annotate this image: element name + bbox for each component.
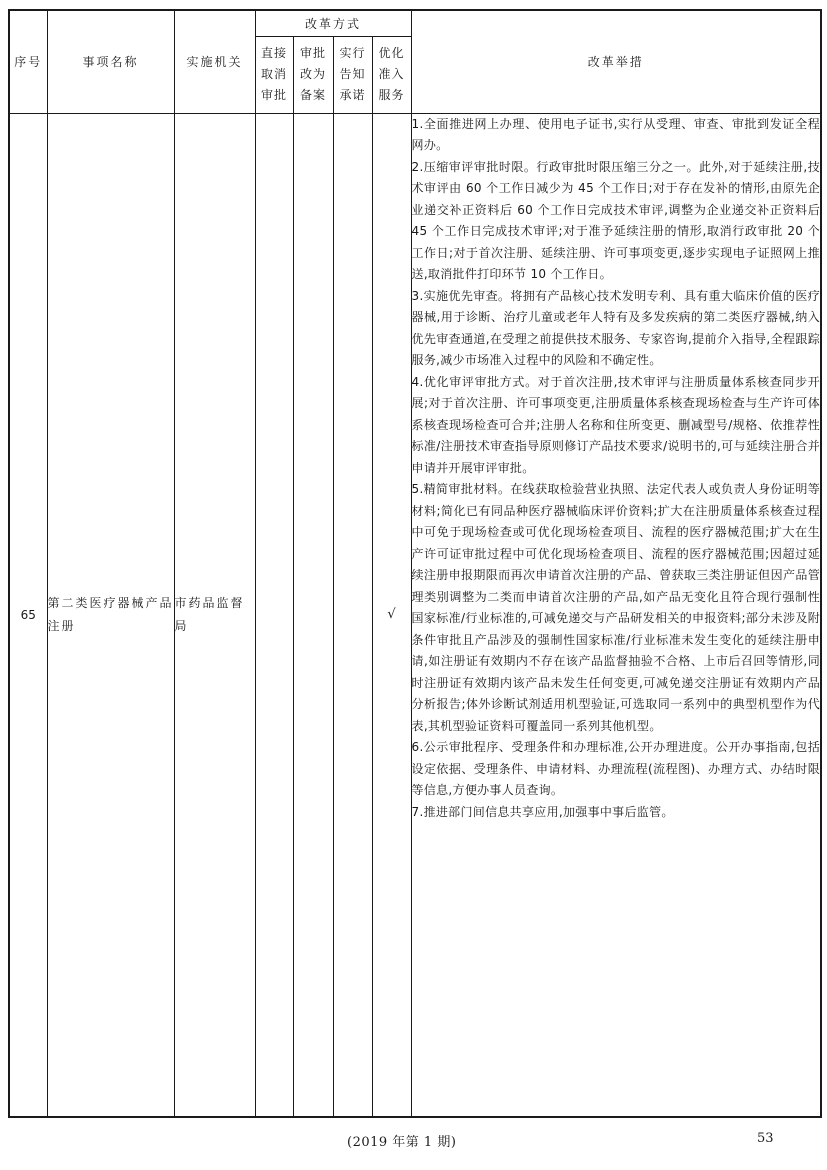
header-measures: 改革举措 [411, 10, 821, 113]
row-measures [411, 113, 821, 1117]
row-mode-direct-cancel [255, 113, 293, 1117]
header-mode-notification-commitment [333, 36, 372, 113]
header-mode-text: 实行 [339, 46, 366, 60]
measure-item: 3.实施优先审查。将拥有产品核心技术发明专利、具有重大临床价值的医疗器械,用于诊断、治疗儿童或老年人特有及多发疾病的第二类医疗器械,纳入优先审查通道,在受理之前提供技术服务、专家咨询,提前介入指导,全程跟踪服务,减少市场准入过程中的风险和不确定性。 [411, 288, 821, 367]
header-mode-optimize-access [372, 36, 411, 113]
measure-item: 5.精简审批材料。在线获取检验营业执照、法定代表人或负责人身份证明等材料;简化已有同品种医疗器械临床评价资料;扩大在注册质量体系核查过程中可免于现场检查或可优化现场检查项目、流程的医疗器械范围;扩大在生产许可证审批过程中可优化现场检查项目、流程的医疗器械范围;因超过延续注册申报期限而再次申请首次注册的产品、曾获取三类注册证但因产品管理类别调整为二类而申请首次注册的产品,如产品无变化且符合现行强制性国家标准/行业标准的,可减免递交与产品研发相关的申报资料;部分未涉及附条件审批且产品涉及的强制性国家标准/行业标准未发生变化的延续注册申请,如注册证有效期内不存在该产品监督抽验不合格、上市后召回等情形,同时注册证有效期内该产品未发生任何变更,可减免递交注册证有效期内产品分析报告;体外诊断试剂适用机型验证,可选取同一系列中的典型机型作为代表,其机型验证资料可覆盖同一系列其他机型。 [411, 482, 821, 733]
reform-table [8, 9, 822, 1118]
header-mode-text: 备案 [299, 88, 326, 102]
measure-item: 6.公示审批程序、受理条件和办理标准,公开办理进度。公开办事指南,包括设定依据、受理条件、申请材料、办理流程(流程图)、办理方式、办结时限等信息,方便办事人员查询。 [411, 740, 821, 797]
header-mode-direct-cancel [255, 36, 293, 113]
header-agency: 实施机关 [174, 10, 255, 113]
row-mode-notification-commitment [333, 113, 372, 1117]
measure-item: 4.优化审评审批方式。对于首次注册,技术审评与注册质量体系核查同步开展;对于首次注册、许可事项变更,注册质量体系核查现场检查与生产许可体系核查现场检查可合并;注册人名称和住所变更、删减型号/规格、依推荐性标准/注册技术审查指导原则修订产品技术要求/说明书的,可与延续注册合并申请并开展审评审批。 [411, 374, 821, 475]
header-mode-text: 审批 [260, 88, 287, 102]
measure-item: 1.全面推进网上办理、使用电子证书,实行从受理、审查、审批到发证全程网办。 [411, 116, 821, 152]
header-mode-text: 准入 [378, 67, 405, 81]
row-mode-optimize-access-checkmark: √ [372, 113, 411, 1117]
page-number: 53 [757, 1131, 774, 1146]
header-mode-text: 直接 [260, 46, 287, 60]
header-mode-text: 承诺 [339, 88, 366, 102]
header-mode-text: 告知 [339, 67, 366, 81]
header-mode-text: 审批 [299, 46, 326, 60]
header-reform-mode: 改革方式 [255, 10, 411, 36]
issue-label: (2019 年第 1 期) [347, 1135, 457, 1150]
header-mode-text: 改为 [299, 67, 326, 81]
row-number: 65 [9, 113, 47, 1117]
row-agency: 市药品监督局 [174, 113, 255, 1117]
row-item-name: 第二类医疗器械产品注册 [47, 113, 174, 1117]
header-no: 序号 [9, 10, 47, 113]
header-mode-text: 取消 [260, 67, 287, 81]
header-mode-to-filing [293, 36, 333, 113]
measure-item: 7.推进部门间信息共享应用,加强事中事后监管。 [411, 804, 674, 819]
row-mode-to-filing [293, 113, 333, 1117]
measure-item: 2.压缩审评审批时限。行政审批时限压缩三分之一。此外,对于延续注册,技术审评由 60 个工作日减少为 45 个工作日;对于存在发补的情形,由原先企业递交补正资料后 60 个工作日完成技术审评,调整为企业递交补正资料后 45 个工作日完成技术审评;对于准予延续注册的情形,取消行政审批 20 个工作日;对于首次注册、延续注册、许可事项变更,逐步实现电子证照网上推送,取消批件打印环节 10 个工作日。 [411, 159, 821, 281]
header-name: 事项名称 [47, 10, 174, 113]
header-mode-text: 服务 [378, 88, 405, 102]
header-mode-text: 优化 [378, 46, 405, 60]
